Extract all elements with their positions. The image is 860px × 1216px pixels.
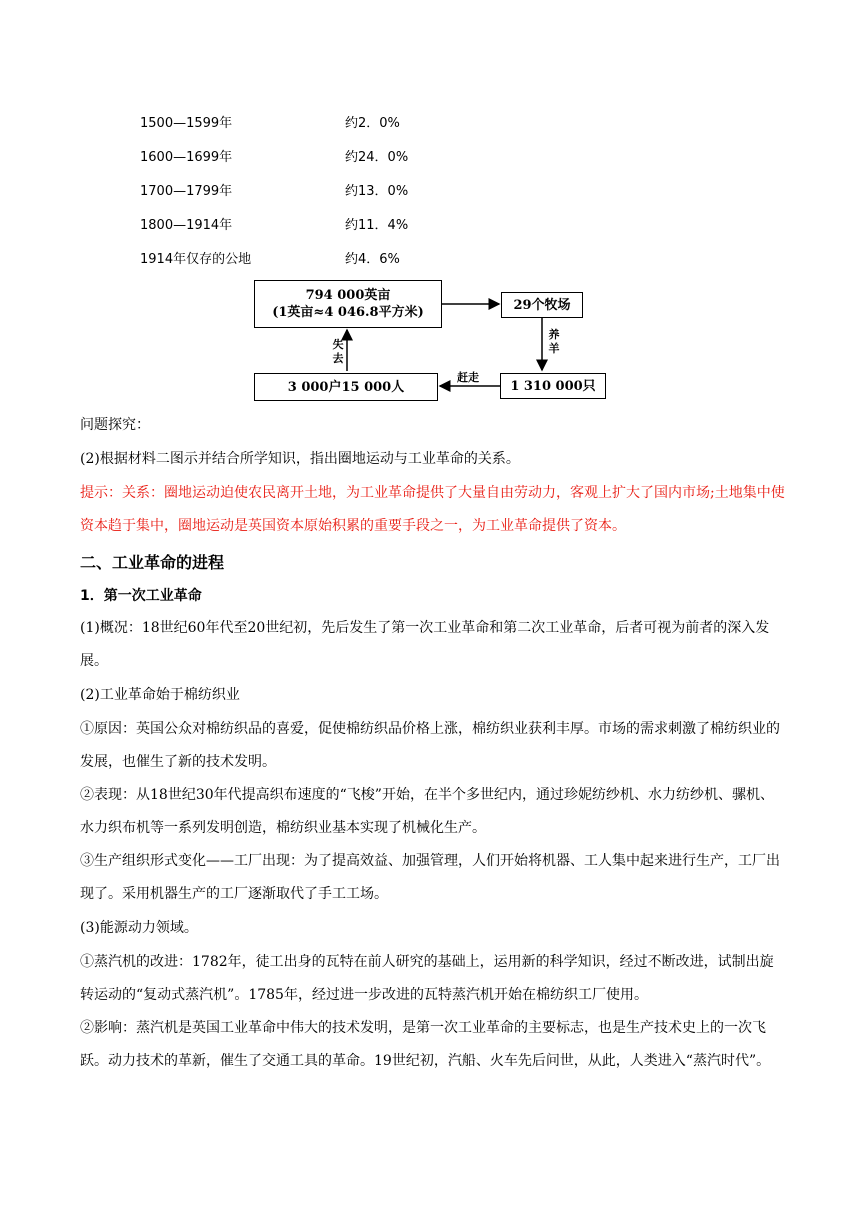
paragraph-steam: ①蒸汽机的改进：1782年，徒工出身的瓦特在前人研究的基础上，运用新的科学知识，经过不断改进，试制出旋转运动的“复动式蒸汽机”。1785年，经过进一步改进的瓦特蒸汽机开始在棉纺织工厂使用。 bbox=[80, 954, 774, 1003]
paragraph-cotton-title: (2)工业革命始于棉纺织业 bbox=[80, 687, 240, 703]
paragraph-energy-title: (3)能源动力领域。 bbox=[80, 920, 198, 936]
paragraph-manifest: ②表现：从18世纪30年代提高织布速度的“飞梭”开始，在半个多世纪内，通过珍妮纺纱机、水力纺纱机、骡机、水力织布机等一系列发明创造，棉纺织业基本实现了机械化生产。 bbox=[80, 787, 774, 836]
period-cell: 1800—1914年 bbox=[140, 218, 233, 233]
period-cell: 1700—1799年 bbox=[140, 184, 233, 199]
value-cell: 约24．0% bbox=[345, 150, 409, 165]
paragraph-cause: ①原因：英国公众对棉纺织品的喜爱，促使棉纺织品价格上涨，棉纺织业获利丰厚。市场的需求刺激了棉纺织业的发展，也催生了新的技术发明。 bbox=[80, 721, 780, 770]
period-cell: 1500—1599年 bbox=[140, 116, 233, 131]
value-cell: 约11．4% bbox=[345, 218, 409, 233]
label-raise-sheep: 养羊 bbox=[548, 328, 560, 355]
period-cell: 1600—1699年 bbox=[140, 150, 233, 165]
label-drive-out: 赶走 bbox=[457, 371, 479, 384]
pastures-label: 29个牧场 bbox=[513, 297, 571, 313]
paragraph-factory: ③生产组织形式变化——工厂出现：为了提高效益、加强管理，人们开始将机器、工人集中起来进行生产，工厂出现了。采用机器生产的工厂逐渐取代了手工工场。 bbox=[80, 853, 780, 902]
value-cell: 约2．0% bbox=[345, 116, 400, 131]
land-area-value: 794 000英亩 bbox=[305, 288, 391, 303]
paragraph-influence: ②影响：蒸汽机是英国工业革命中伟大的技术发明，是第一次工业革命的主要标志，也是生产技术史上的一次飞跃。动力技术的革新，催生了交通工具的革命。19世纪初，汽船、火车先后问世，从此，人类进入“蒸汽时代”。 bbox=[80, 1020, 771, 1069]
subsection-title: 1．第一次工业革命 bbox=[80, 588, 202, 604]
label-lose: 失去 bbox=[332, 338, 344, 365]
sheep-label: 1 310 000只 bbox=[510, 378, 596, 394]
box-pastures bbox=[501, 292, 583, 318]
box-people bbox=[254, 373, 438, 401]
land-area-conversion: (1英亩≈4 046.8平方米) bbox=[272, 305, 424, 320]
people-label: 3 000户15 000人 bbox=[287, 379, 405, 395]
section-title: 二、工业革命的进程 bbox=[80, 553, 225, 572]
question-2: (2)根据材料二图示并结合所学知识，指出圈地运动与工业革命的关系。 bbox=[80, 451, 520, 467]
value-cell: 约13．0% bbox=[345, 184, 409, 199]
hint-answer: 提示：关系：圈地运动迫使农民离开土地，为工业革命提供了大量自由劳动力，客观上扩大了国内市场;土地集中使资本趋于集中，圈地运动是英国资本原始积累的重要手段之一，为工业革命提供了资本。 bbox=[80, 485, 785, 534]
question-heading: 问题探究： bbox=[80, 417, 150, 433]
box-land-area bbox=[254, 280, 442, 328]
enclosure-flow-diagram bbox=[250, 278, 610, 402]
value-cell: 约4．6% bbox=[345, 252, 400, 267]
period-cell: 1914年仅存的公地 bbox=[140, 252, 252, 267]
paragraph-overview: (1)概况：18世纪60年代至20世纪初，先后发生了第一次工业革命和第二次工业革命，后者可视为前者的深入发展。 bbox=[80, 620, 770, 669]
box-sheep bbox=[500, 373, 606, 399]
